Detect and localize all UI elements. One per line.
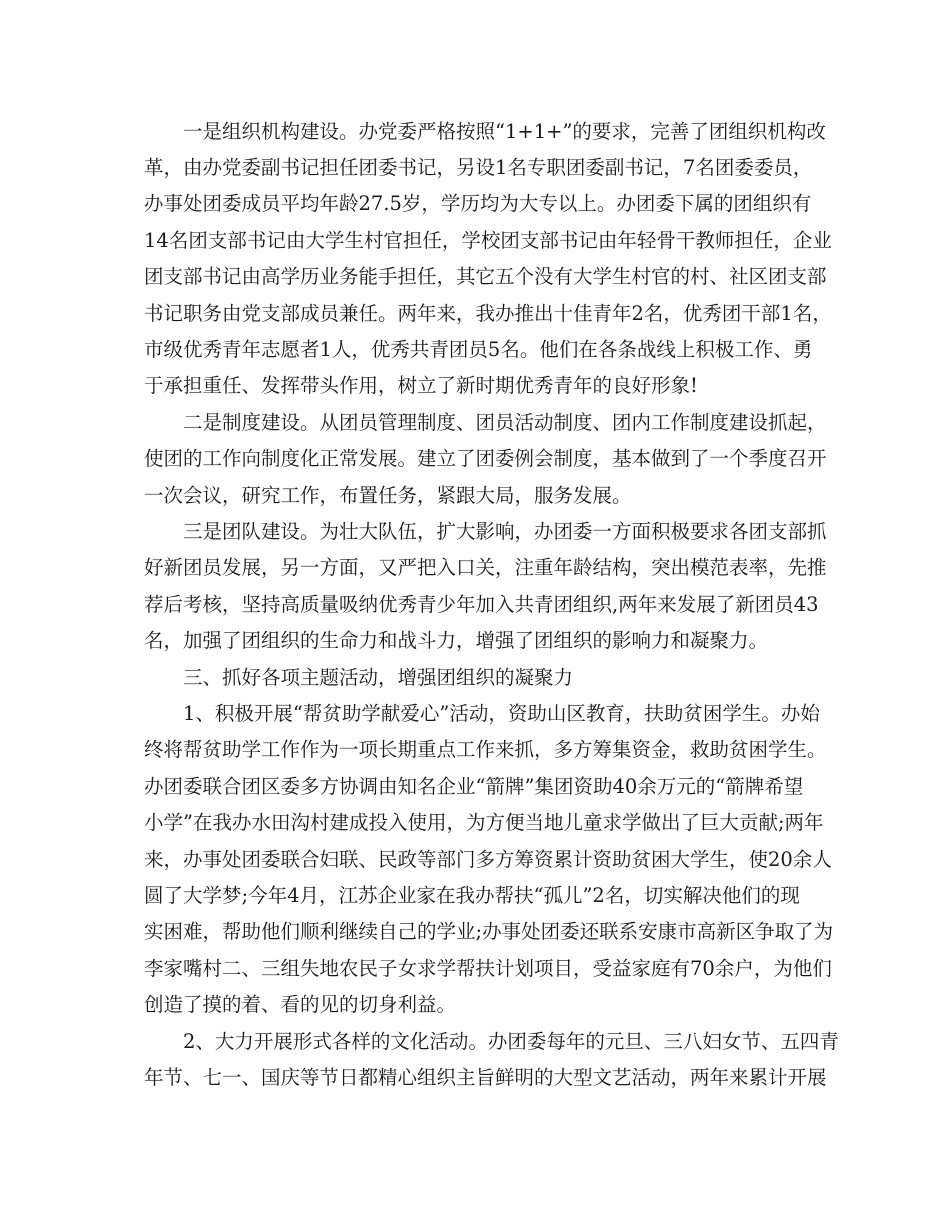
paragraph-line: 好新团员发展，另一方面，又严把入口关，注重年龄结构，突出模范表率，先推 <box>144 556 827 579</box>
paragraph-line: 2、大力开展形式各样的文化活动。办团委每年的元旦、三八妇女节、五四青 <box>183 1030 839 1053</box>
paragraph-line: 年节、七一、国庆等节日都精心组织主旨鲜明的大型文艺活动，两年来累计开展 <box>144 1066 827 1089</box>
paragraph-line: 使团的工作向制度化正常发展。建立了团委例会制度，基本做到了一个季度召开 <box>144 447 827 470</box>
paragraph-line: 一是组织机构建设。办党委严格按照“1+1+”的要求，完善了团组织机构改 <box>183 120 826 143</box>
paragraph-line: 三是团队建设。为壮大队伍，扩大影响，办团委一方面积极要求各团支部抓 <box>183 520 827 543</box>
paragraph-line: 14名团支部书记由大学生村官担任，学校团支部书记由年轻骨干教师担任，企业 <box>144 229 832 252</box>
paragraph-line: 办事处团委成员平均年龄27.5岁，学历均为大专以上。办团委下属的团组织有 <box>144 192 812 215</box>
paragraph-line: 1、积极开展“帮贫助学献爱心”活动，资助山区教育，扶助贫困学生。办始 <box>183 702 820 725</box>
paragraph-line: 实困难，帮助他们顺利继续自己的学业;办事处团委还联系安康市高新区争取了为 <box>144 920 834 943</box>
paragraph-line: 办团委联合团区委多方协调由知名企业“箭牌”集团资助40余万元的“箭牌希望 <box>144 775 804 798</box>
paragraph-line: 圆了大学梦;今年4月，江苏企业家在我办帮扶“孤儿”2名，切实解决他们的现 <box>144 884 800 907</box>
paragraph-line: 名，加强了团组织的生命力和战斗力，增强了团组织的影响力和凝聚力。 <box>144 629 769 652</box>
paragraph-line: 来，办事处团委联合妇联、民政等部门多方筹资累计资助贫困大学生，使20余人 <box>144 848 832 871</box>
paragraph-line: 书记职务由党支部成员兼任。两年来，我办推出十佳青年2名，优秀团干部1名， <box>144 302 832 325</box>
paragraph-line: 二是制度建设。从团员管理制度、团员活动制度、团内工作制度建设抓起， <box>183 411 827 434</box>
paragraph-line: 创造了摸的着、看的见的切身利益。 <box>144 993 457 1016</box>
section-heading: 三、抓好各项主题活动，增强团组织的凝聚力 <box>183 666 574 689</box>
paragraph-line: 市级优秀青年志愿者1人，优秀共青团员5名。他们在各条战线上积极工作、勇 <box>144 338 813 361</box>
paragraph-line: 终将帮贫助学工作作为一项长期重点工作来抓，多方筹集资金，救助贫困学生。 <box>144 738 827 761</box>
paragraph-line: 荐后考核，坚持高质量吸纳优秀青少年加入共青团组织,两年来发展了新团员43 <box>144 593 819 616</box>
paragraph-line: 团支部书记由高学历业务能手担任，其它五个没有大学生村官的村、社区团支部 <box>144 265 827 288</box>
paragraph-line: 革，由办党委副书记担任团委书记，另设1名专职团委副书记，7名团委委员， <box>144 156 813 179</box>
paragraph-line: 于承担重任、发挥带头作用，树立了新时期优秀青年的良好形象! <box>144 374 698 397</box>
paragraph-line: 李家嘴村二、三组失地农民子女求学帮扶计划项目，受益家庭有70余户，为他们 <box>144 957 832 980</box>
paragraph-line: 一次会议，研究工作，布置任务，紧跟大局，服务发展。 <box>144 484 632 507</box>
paragraph-line: 小学”在我办水田沟村建成投入使用，为方便当地儿童求学做出了巨大贡献;两年 <box>144 811 824 834</box>
